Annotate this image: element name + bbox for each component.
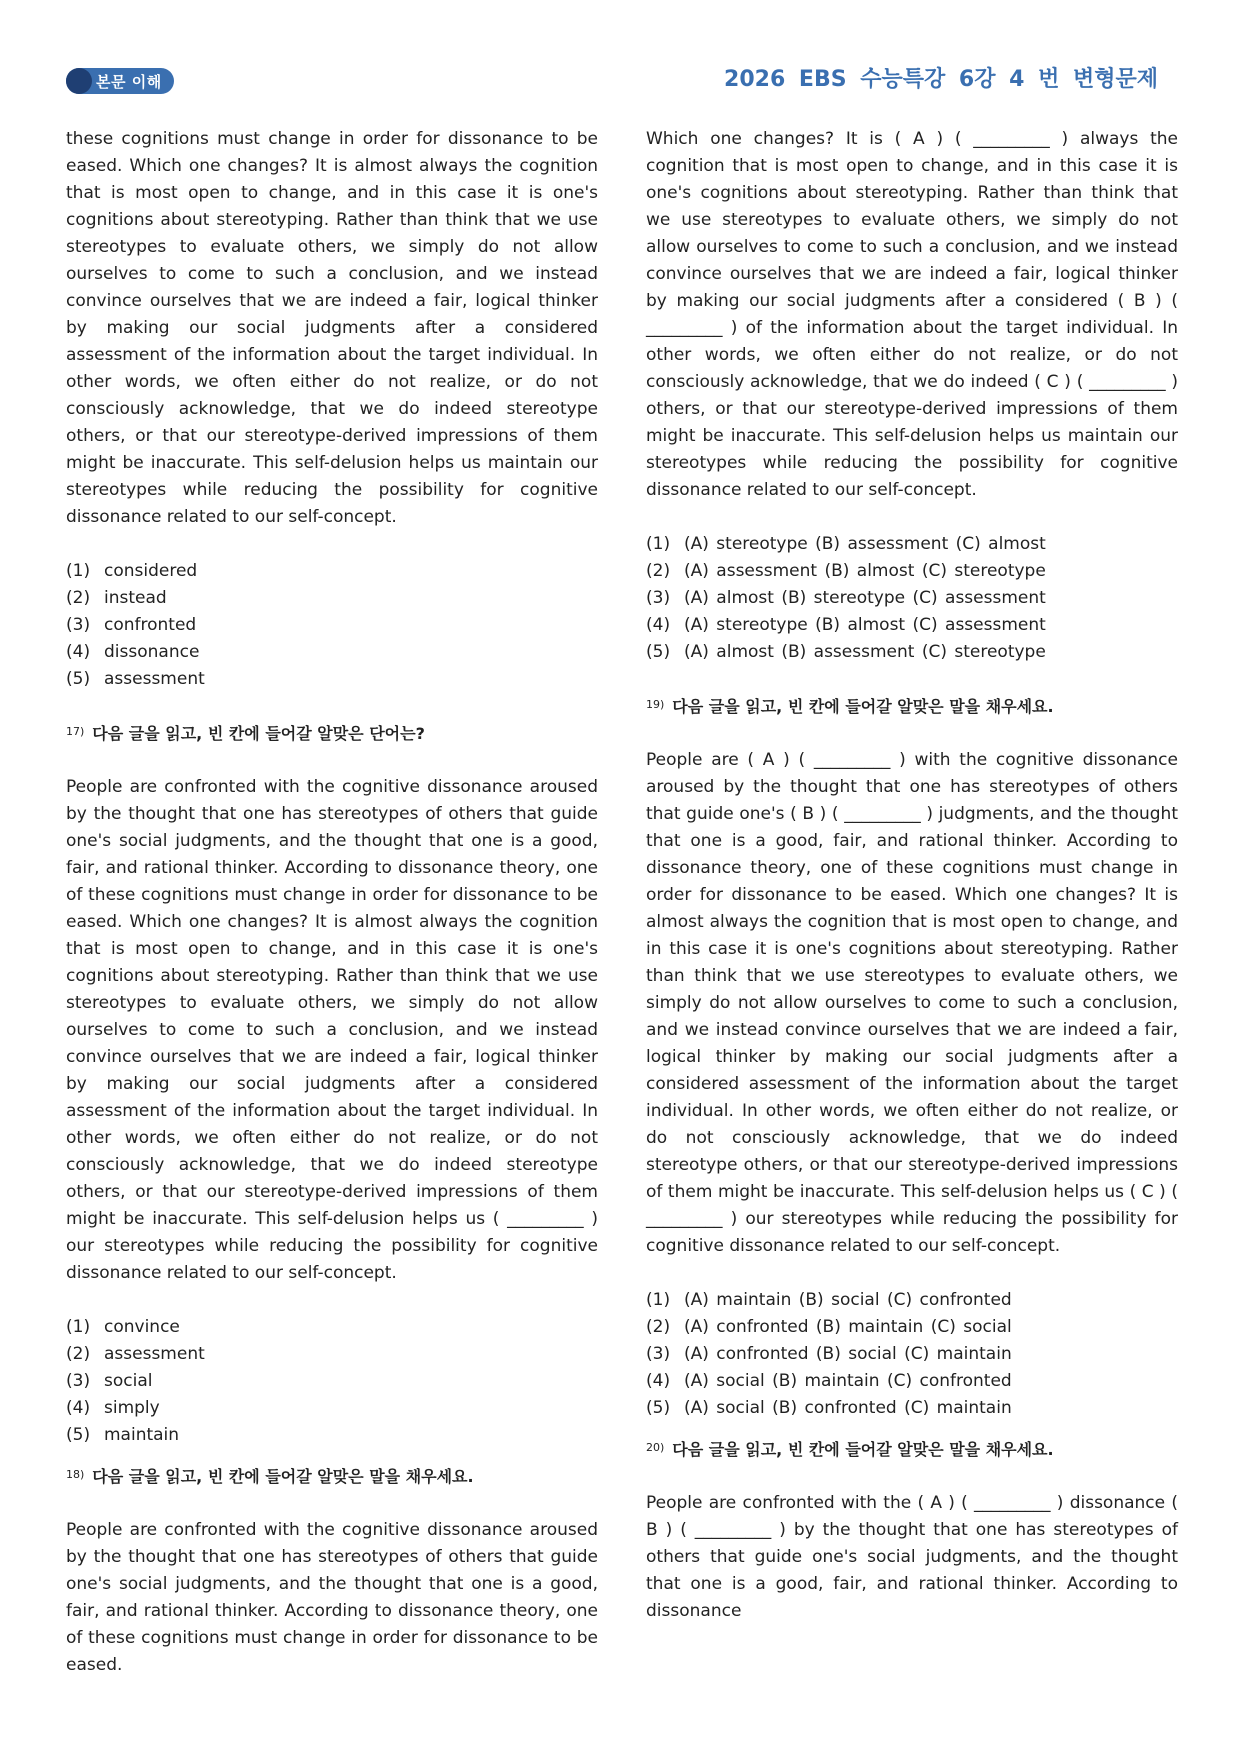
answer-options-18 (646, 531, 1178, 666)
option-item[interactable]: (4) (A) social (B) maintain (C) confronted (646, 1371, 1012, 1391)
option-item[interactable]: (1) considered (66, 561, 198, 581)
passage-continued: these cognitions must change in order for dissonance to be eased. Which one changes? It is almost always the cognition that is most open to change, and in this case it is one's cognitions about stereotyping. Rather than think that we use stereotypes to evaluate others, we simply do not allow ourselves to come to such a conclusion, and we instead convince ourselves that we are indeed a fair, logical thinker by making our social judgments after a considered assessment of the information about the target individual. In other words, we often either do not realize, or do not consciously acknowledge, that we do indeed stereotype others, or that our stereotype-derived impressions of them might be inaccurate. This self-delusion helps us maintain our stereotypes while reducing the possibility for cognitive dissonance related to our self-concept. (66, 129, 598, 527)
option-item[interactable]: (5) (A) social (B) confronted (C) maintain (646, 1398, 1012, 1418)
answer-options-19 (646, 1287, 1178, 1422)
option-item[interactable]: (2) (A) assessment (B) almost (C) stereotype (646, 561, 1046, 581)
answer-options-17 (66, 1314, 598, 1449)
question-19-prompt: $^{19)}$ 다음 글을 읽고, 빈 칸에 들어갈 알맞은 말을 채우세요. (646, 697, 1054, 716)
option-item[interactable]: (3) (A) confronted (B) social (C) maintain (646, 1344, 1012, 1364)
right-column (646, 126, 1178, 1625)
badge-label: 본문 이해 (96, 73, 162, 91)
question-19-passage: People are ( A ) ( _________ ) with the cognitive dissonance aroused by the thought that one has stereotypes of others that guide one's ( B ) ( _________ ) judgments, and the thought that one is a good, fair, and rational thinker. According to dissonance theory, one of these cognitions must change in order for dissonance to be eased. Which one changes? It is almost always the cognition that is most open to change, and in this case it is one's cognitions about stereotyping. Rather than think that we use stereotypes to evaluate others, we simply do not allow ourselves to come to such a conclusion, and we instead convince ourselves that we are indeed a fair, logical thinker by making our social judgments after a considered assessment of the information about the target individual. In other words, we often either do not realize, or do not consciously acknowledge, that we do indeed stereotype others, or that our stereotype-derived impressions of them might be inaccurate. This self-delusion helps us ( C ) ( _________ ) our stereotypes while reducing the possibility for cognitive dissonance related to our self-concept. (646, 750, 1178, 1256)
question-18-prompt: $^{18)}$ 다음 글을 읽고, 빈 칸에 들어갈 알맞은 말을 채우세요. (66, 1467, 474, 1486)
option-item[interactable]: (3) confronted (66, 615, 197, 635)
option-item[interactable]: (5) assessment (66, 669, 205, 689)
option-item[interactable]: (1) (A) maintain (B) social (C) confronted (646, 1290, 1012, 1310)
option-item[interactable]: (4) simply (66, 1398, 160, 1418)
question-20-passage: People are confronted with the ( A ) ( _________ ) dissonance ( B ) ( _________ ) by the thought that one has stereotypes of others that guide one's social judgments, and the thought that one is a good, fair, and rational thinker. According to dissonance (646, 1493, 1178, 1621)
option-item[interactable]: (2) assessment (66, 1344, 205, 1364)
section-badge (66, 68, 174, 94)
page-header (0, 0, 1240, 110)
option-item[interactable]: (4) (A) stereotype (B) almost (C) assessment (646, 615, 1046, 635)
option-item[interactable]: (5) (A) almost (B) assessment (C) stereotype (646, 642, 1046, 662)
answer-options-16 (66, 558, 598, 693)
badge-dot-icon (66, 68, 92, 94)
option-item[interactable]: (4) dissonance (66, 642, 200, 662)
option-item[interactable]: (2) (A) confronted (B) maintain (C) social (646, 1317, 1012, 1337)
option-item[interactable]: (3) (A) almost (B) stereotype (C) assessment (646, 588, 1046, 608)
option-item[interactable]: (1) convince (66, 1317, 180, 1337)
question-20-prompt: $^{20)}$ 다음 글을 읽고, 빈 칸에 들어갈 알맞은 말을 채우세요. (646, 1440, 1054, 1459)
question-17-passage: People are confronted with the cognitive dissonance aroused by the thought that one has stereotypes of others that guide one's social judgments, and the thought that one is a good, fair, and rational thinker. According to dissonance theory, one of these cognitions must change in order for dissonance to be eased. Which one changes? It is almost always the cognition that is most open to change, and in this case it is one's cognitions about stereotyping. Rather than think that we use stereotypes to evaluate others, we simply do not allow ourselves to come to such a conclusion, and we instead convince ourselves that we are indeed a fair, logical thinker by making our social judgments after a considered assessment of the information about the target individual. In other words, we often either do not realize, or do not consciously acknowledge, that we do indeed stereotype others, or that our stereotype-derived impressions of them might be inaccurate. This self-delusion helps us ( _________ ) our stereotypes while reducing the possibility for cognitive dissonance related to our self-concept. (66, 777, 598, 1283)
option-item[interactable]: (1) (A) stereotype (B) assessment (C) almost (646, 534, 1046, 554)
question-18-passage: People are confronted with the cognitive dissonance aroused by the thought that one has stereotypes of others that guide one's social judgments, and the thought that one is a good, fair, and rational thinker. According to dissonance theory, one of these cognitions must change in order for dissonance to be eased. (66, 1520, 598, 1675)
option-item[interactable]: (2) instead (66, 588, 167, 608)
page-title: 2026 EBS 수능특강 6강 4 번 변형문제 (724, 67, 1158, 92)
left-column (66, 126, 598, 1679)
question-18-passage-continued: Which one changes? It is ( A ) ( _________ ) always the cognition that is most open to change, and in this case it is one's cognitions about stereotyping. Rather than think that we use stereotypes to evaluate others, we simply do not allow ourselves to come to such a conclusion, and we instead convince ourselves that we are indeed a fair, logical thinker by making our social judgments after a considered ( B ) ( _________ ) of the information about the target individual. In other words, we often either do not realize, or do not consciously acknowledge, that we do indeed ( C ) ( _________ ) others, or that our stereotype-derived impressions of them might be inaccurate. This self-delusion helps us maintain our stereotypes while reducing the possibility for cognitive dissonance related to our self-concept. (646, 129, 1178, 500)
question-17-prompt: $^{17)}$ 다음 글을 읽고, 빈 칸에 들어갈 알맞은 단어는? (66, 724, 425, 743)
option-item[interactable]: (5) maintain (66, 1425, 180, 1445)
option-item[interactable]: (3) social (66, 1371, 153, 1391)
